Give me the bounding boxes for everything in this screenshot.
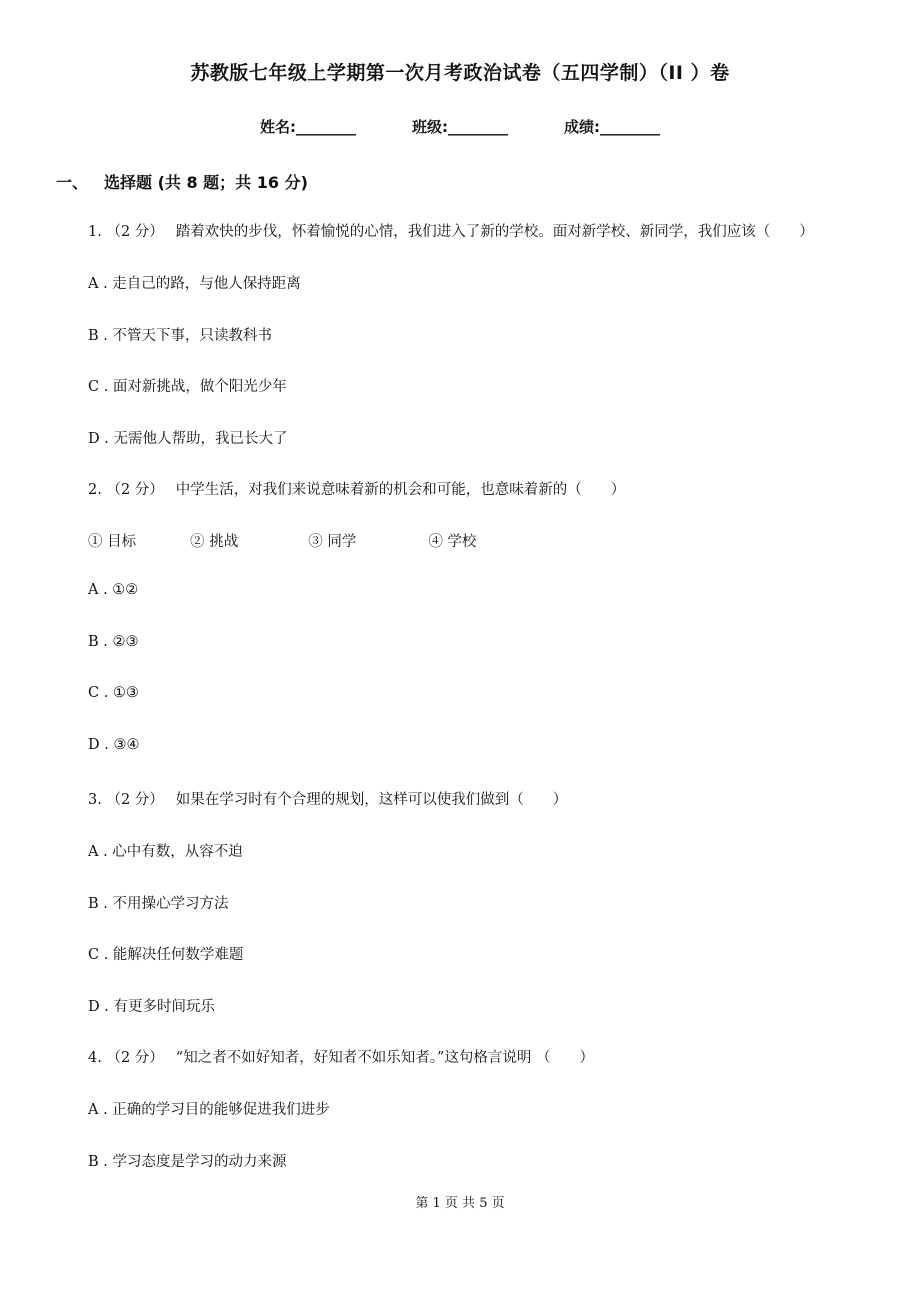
option-c: C . 面对新挑战，做个阳光少年 (88, 379, 287, 395)
question-1 (88, 220, 814, 241)
option-c: C . 能解决任何数学难题 (88, 947, 244, 963)
option-b: B . 不管天下事，只读教科书 (88, 328, 272, 344)
student-info-row (0, 116, 920, 137)
item-4: ④ 学校 (428, 534, 477, 550)
option-b: B . ②③ (88, 634, 139, 650)
question-text: 中学生活，对我们来说意味着新的机会和可能，也意味着新的（ ） (175, 482, 626, 498)
question-number: 2. (88, 482, 102, 498)
item-2: ② 挑战 (190, 534, 239, 550)
question-points: （2 分） (106, 792, 164, 808)
class-field: 班级:________ (412, 118, 508, 136)
question-text: “知之者不如好知者，好知者不如乐知者。”这句格言说明 （ ） (175, 1050, 594, 1066)
item-1: ① 目标 (88, 534, 137, 550)
option-b: B . 学习态度是学习的动力来源 (88, 1154, 287, 1170)
item-3: ③ 同学 (308, 534, 357, 550)
question-3 (88, 788, 567, 809)
option-a: A . 走自己的路，与他人保持距离 (88, 276, 301, 292)
question-2 (88, 478, 625, 499)
option-c: C . ①③ (88, 685, 139, 701)
question-points: （2 分） (106, 1050, 164, 1066)
exam-title: 苏教版七年级上学期第一次月考政治试卷（五四学制）（II ）卷 (190, 62, 730, 84)
page-footer: 第 1 页 共 5 页 (415, 1196, 505, 1211)
question-2-items (88, 530, 476, 551)
option-a: A . ①② (88, 582, 139, 598)
option-d: D . 无需他人帮助，我已长大了 (88, 431, 288, 447)
option-a: A . 正确的学习目的能够促进我们进步 (88, 1102, 330, 1118)
score-field: 成绩:________ (564, 118, 660, 136)
option-d: D . ③④ (88, 737, 140, 753)
name-field: 姓名:________ (260, 118, 356, 136)
question-points: （2 分） (106, 482, 164, 498)
section-heading (56, 170, 308, 193)
option-a: A . 心中有数，从容不迫 (88, 844, 243, 860)
question-number: 3. (88, 792, 102, 808)
option-d: D . 有更多时间玩乐 (88, 999, 215, 1015)
section-number: 一、 (56, 173, 89, 192)
section-title: 选择题 (共 8 题；共 16 分) (104, 173, 308, 192)
question-4 (88, 1046, 594, 1067)
question-points: （2 分） (106, 224, 164, 240)
question-number: 4. (88, 1050, 102, 1066)
option-b: B . 不用操心学习方法 (88, 896, 229, 912)
question-number: 1. (88, 224, 102, 240)
question-text: 踏着欢快的步伐，怀着愉悦的心情，我们进入了新的学校。面对新学校、新同学，我们应该（ ） (175, 224, 814, 240)
question-text: 如果在学习时有个合理的规划，这样可以使我们做到（ ） (175, 792, 568, 808)
